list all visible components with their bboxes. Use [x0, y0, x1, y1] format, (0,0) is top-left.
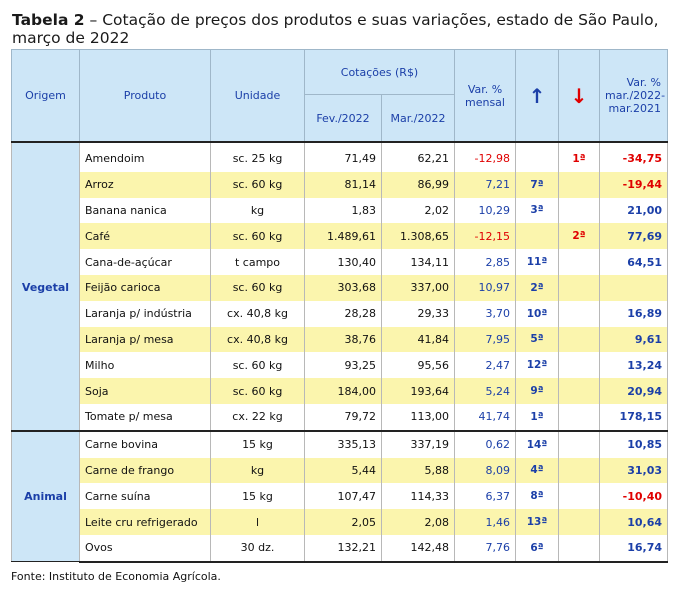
rank-up-cell: 5ª: [516, 327, 559, 353]
rank-down-cell: [559, 198, 600, 224]
price-mar-cell: 134,11: [382, 249, 455, 275]
table-row: [12, 509, 668, 535]
price-feb-cell: 81,14: [305, 172, 382, 198]
product-cell: Milho: [80, 352, 211, 378]
price-feb-cell: 5,44: [305, 458, 382, 484]
rank-down-cell: 1ª: [559, 142, 600, 172]
unit-cell: sc. 60 kg: [211, 172, 305, 198]
monthly-variation-cell: 1,46: [455, 509, 516, 535]
product-cell: Tomate p/ mesa: [80, 404, 211, 431]
table-row: [12, 352, 668, 378]
price-mar-cell: 95,56: [382, 352, 455, 378]
monthly-variation-cell: 0,62: [455, 431, 516, 458]
rank-up-cell: 7ª: [516, 172, 559, 198]
price-mar-cell: 142,48: [382, 535, 455, 562]
rank-up-cell: 14ª: [516, 431, 559, 458]
price-mar-cell: 337,19: [382, 431, 455, 458]
unit-cell: kg: [211, 458, 305, 484]
rank-down-cell: [559, 301, 600, 327]
table-row: [12, 301, 668, 327]
rank-up-cell: [516, 142, 559, 172]
rank-down-cell: [559, 431, 600, 458]
table-row: [12, 404, 668, 431]
annual-variation-cell: 77,69: [600, 223, 668, 249]
price-feb-cell: 79,72: [305, 404, 382, 431]
rank-up-cell: 11ª: [516, 249, 559, 275]
price-mar-cell: 114,33: [382, 483, 455, 509]
header-up: [516, 50, 559, 143]
annual-variation-cell: 13,24: [600, 352, 668, 378]
price-feb-cell: 38,76: [305, 327, 382, 353]
monthly-variation-cell: 2,47: [455, 352, 516, 378]
product-cell: Feijão carioca: [80, 275, 211, 301]
rank-down-cell: [559, 327, 600, 353]
rank-down-cell: [559, 378, 600, 404]
price-feb-cell: 132,21: [305, 535, 382, 562]
price-feb-cell: 184,00: [305, 378, 382, 404]
annual-variation-cell: 10,64: [600, 509, 668, 535]
rank-down-cell: [559, 509, 600, 535]
unit-cell: sc. 60 kg: [211, 275, 305, 301]
rank-up-cell: 10ª: [516, 301, 559, 327]
rank-down-cell: 2ª: [559, 223, 600, 249]
annual-variation-cell: 31,03: [600, 458, 668, 484]
price-mar-cell: 62,21: [382, 142, 455, 172]
rank-down-cell: [559, 249, 600, 275]
price-feb-cell: 1.489,61: [305, 223, 382, 249]
table-row: [12, 431, 668, 458]
rank-down-cell: [559, 172, 600, 198]
product-cell: Soja: [80, 378, 211, 404]
origem-cell: Vegetal: [12, 142, 80, 431]
unit-cell: l: [211, 509, 305, 535]
monthly-variation-cell: 41,74: [455, 404, 516, 431]
unit-cell: 30 dz.: [211, 535, 305, 562]
rank-up-cell: 9ª: [516, 378, 559, 404]
price-mar-cell: 41,84: [382, 327, 455, 353]
annual-variation-cell: 16,74: [600, 535, 668, 562]
rank-up-cell: 1ª: [516, 404, 559, 431]
unit-cell: t campo: [211, 249, 305, 275]
product-cell: Laranja p/ indústria: [80, 301, 211, 327]
product-cell: Banana nanica: [80, 198, 211, 224]
price-mar-cell: 2,02: [382, 198, 455, 224]
annual-variation-cell: 16,89: [600, 301, 668, 327]
monthly-variation-cell: 6,37: [455, 483, 516, 509]
monthly-variation-cell: 2,85: [455, 249, 516, 275]
table-row: [12, 327, 668, 353]
monthly-variation-cell: 10,97: [455, 275, 516, 301]
unit-cell: sc. 25 kg: [211, 142, 305, 172]
price-mar-cell: 2,08: [382, 509, 455, 535]
unit-cell: 15 kg: [211, 431, 305, 458]
rank-down-cell: [559, 404, 600, 431]
monthly-variation-cell: 7,76: [455, 535, 516, 562]
annual-variation-cell: 20,94: [600, 378, 668, 404]
table-title: [12, 11, 672, 47]
annual-variation-cell: -34,75: [600, 142, 668, 172]
rank-down-cell: [559, 458, 600, 484]
product-cell: Amendoim: [80, 142, 211, 172]
rank-up-cell: 12ª: [516, 352, 559, 378]
product-cell: Carne suína: [80, 483, 211, 509]
table-body: [12, 142, 668, 562]
header-fev: Fev./2022: [305, 95, 382, 143]
product-cell: Laranja p/ mesa: [80, 327, 211, 353]
arrow-up-icon: ↑: [528, 83, 546, 108]
rank-up-cell: 3ª: [516, 198, 559, 224]
unit-cell: sc. 60 kg: [211, 223, 305, 249]
header-unidade: Unidade: [211, 50, 305, 143]
rank-up-cell: 6ª: [516, 535, 559, 562]
annual-variation-cell: 9,61: [600, 327, 668, 353]
table-row: [12, 198, 668, 224]
table-row: [12, 142, 668, 172]
annual-variation-cell: 10,85: [600, 431, 668, 458]
header-mar: Mar./2022: [382, 95, 455, 143]
price-mar-cell: 1.308,65: [382, 223, 455, 249]
product-cell: Café: [80, 223, 211, 249]
annual-variation-cell: -19,44: [600, 172, 668, 198]
table-row: [12, 535, 668, 562]
monthly-variation-cell: 7,21: [455, 172, 516, 198]
annual-variation-cell: -10,40: [600, 483, 668, 509]
source-footer: Fonte: Instituto de Economia Agrícola.: [11, 570, 221, 583]
annual-variation-cell: 21,00: [600, 198, 668, 224]
unit-cell: sc. 60 kg: [211, 352, 305, 378]
price-mar-cell: 86,99: [382, 172, 455, 198]
monthly-variation-cell: 5,24: [455, 378, 516, 404]
product-cell: Leite cru refrigerado: [80, 509, 211, 535]
price-mar-cell: 113,00: [382, 404, 455, 431]
price-table: [11, 49, 668, 563]
product-cell: Ovos: [80, 535, 211, 562]
price-feb-cell: 28,28: [305, 301, 382, 327]
unit-cell: kg: [211, 198, 305, 224]
product-cell: Cana-de-açúcar: [80, 249, 211, 275]
header-origem: Origem: [12, 50, 80, 143]
unit-cell: cx. 40,8 kg: [211, 327, 305, 353]
rank-up-cell: 8ª: [516, 483, 559, 509]
price-feb-cell: 107,47: [305, 483, 382, 509]
rank-down-cell: [559, 275, 600, 301]
table-title-text: – Cotação de preços dos produtos e suas variações, estado de São Paulo, março de 2022: [12, 11, 659, 47]
unit-cell: cx. 40,8 kg: [211, 301, 305, 327]
rank-up-cell: 13ª: [516, 509, 559, 535]
header-var-mensal: Var. % mensal: [455, 50, 516, 143]
rank-down-cell: [559, 352, 600, 378]
annual-variation-cell: [600, 275, 668, 301]
annual-variation-cell: 178,15: [600, 404, 668, 431]
monthly-variation-cell: -12,15: [455, 223, 516, 249]
header-cotacoes: Cotações (R$): [305, 50, 455, 95]
product-cell: Carne de frango: [80, 458, 211, 484]
rank-down-cell: [559, 483, 600, 509]
price-feb-cell: 130,40: [305, 249, 382, 275]
monthly-variation-cell: 10,29: [455, 198, 516, 224]
price-feb-cell: 1,83: [305, 198, 382, 224]
monthly-variation-cell: 7,95: [455, 327, 516, 353]
rank-down-cell: [559, 535, 600, 562]
rank-up-cell: [516, 223, 559, 249]
unit-cell: cx. 22 kg: [211, 404, 305, 431]
table-row: [12, 458, 668, 484]
table-row: [12, 172, 668, 198]
price-feb-cell: 71,49: [305, 142, 382, 172]
price-mar-cell: 193,64: [382, 378, 455, 404]
price-feb-cell: 2,05: [305, 509, 382, 535]
header-down: [559, 50, 600, 143]
price-mar-cell: 5,88: [382, 458, 455, 484]
price-mar-cell: 337,00: [382, 275, 455, 301]
price-feb-cell: 335,13: [305, 431, 382, 458]
monthly-variation-cell: -12,98: [455, 142, 516, 172]
monthly-variation-cell: 3,70: [455, 301, 516, 327]
price-mar-cell: 29,33: [382, 301, 455, 327]
rank-up-cell: 2ª: [516, 275, 559, 301]
price-feb-cell: 93,25: [305, 352, 382, 378]
origem-cell: Animal: [12, 431, 80, 562]
monthly-variation-cell: 8,09: [455, 458, 516, 484]
arrow-down-icon: ↓: [570, 83, 588, 108]
header-produto: Produto: [80, 50, 211, 143]
rank-up-cell: 4ª: [516, 458, 559, 484]
unit-cell: 15 kg: [211, 483, 305, 509]
table-row: [12, 275, 668, 301]
table-row: [12, 378, 668, 404]
table-row: [12, 483, 668, 509]
header-var-anual: Var. % mar./2022-mar.2021: [600, 50, 668, 143]
price-feb-cell: 303,68: [305, 275, 382, 301]
table-title-label: Tabela 2: [12, 11, 85, 29]
unit-cell: sc. 60 kg: [211, 378, 305, 404]
product-cell: Arroz: [80, 172, 211, 198]
product-cell: Carne bovina: [80, 431, 211, 458]
table-row: [12, 249, 668, 275]
table-row: [12, 223, 668, 249]
annual-variation-cell: 64,51: [600, 249, 668, 275]
